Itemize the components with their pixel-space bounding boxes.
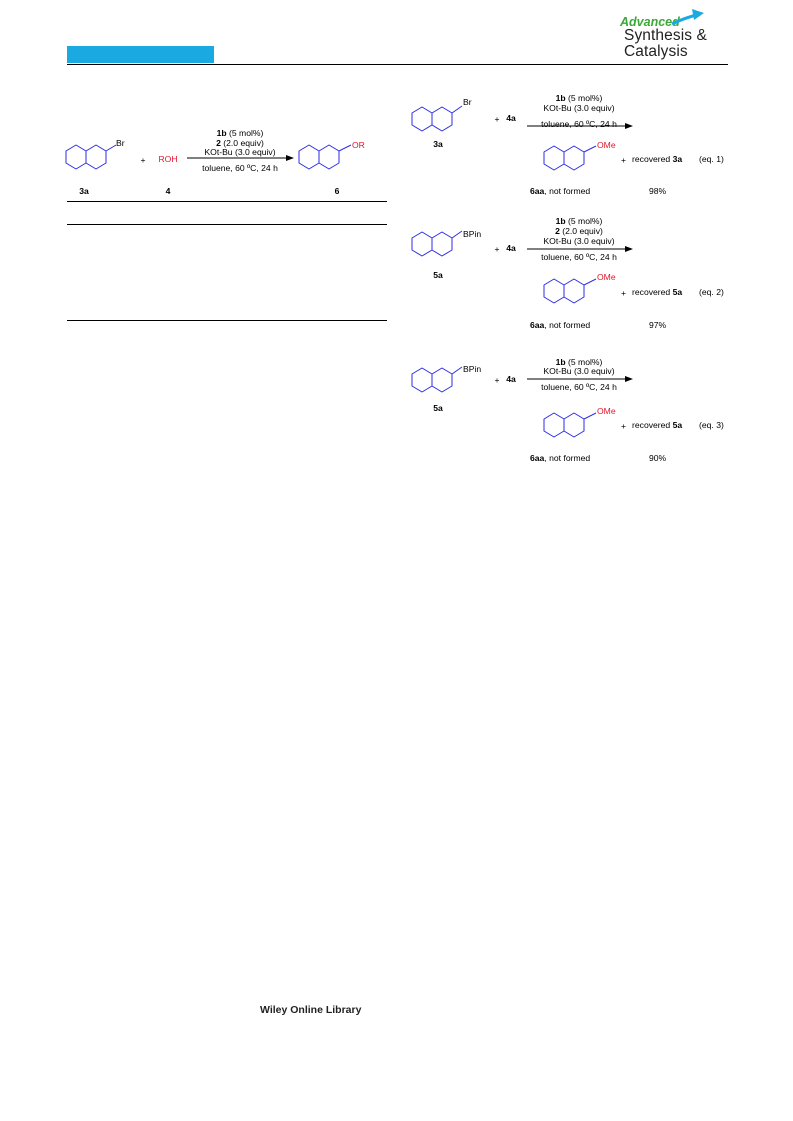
eq2-reagent-label: 4a: [506, 243, 516, 253]
eq2-conditions-line-2: 2 (2.0 equiv): [555, 226, 603, 236]
eq3-yield: 90%: [649, 453, 667, 463]
eq3-plus: +: [494, 375, 500, 385]
eq3-recovered: recovered 5a: [632, 420, 683, 430]
product-label: 6: [334, 186, 340, 196]
table-bottom-rule: [67, 320, 387, 321]
eq2-conditions-line-3: KOt-Bu (3.0 equiv): [543, 236, 615, 246]
substrate-label: 3a: [79, 186, 89, 196]
eq2-equation-number: (eq. 2): [699, 287, 724, 297]
eq3-product-label: 6aa, not formed: [530, 453, 591, 463]
eq1-conditions-line-3: toluene, 60 ºC, 24 h: [541, 119, 617, 129]
wiley-online-library-logo[interactable]: Wiley Online Library: [260, 1004, 362, 1016]
plus-sign: +: [140, 155, 146, 165]
eq3-plus-2: +: [621, 421, 627, 431]
eq2-yield: 97%: [649, 320, 667, 330]
eq3-conditions-line-2: KOt-Bu (3.0 equiv): [543, 366, 615, 376]
eq1-product-label: 6aa, not formed: [530, 186, 591, 196]
eq1-substrate-group: Br: [463, 97, 472, 107]
eq1-substrate-label: 3a: [433, 139, 443, 149]
eq2-recovered: recovered 5a: [632, 287, 683, 297]
journal-logo-catalysis: Catalysis: [624, 43, 688, 60]
eq1-plus-2: +: [621, 155, 627, 165]
eq1-plus: +: [494, 114, 500, 124]
eq1-conditions-line-2: KOt-Bu (3.0 equiv): [543, 103, 615, 113]
conditions-line-4: toluene, 60 ºC, 24 h: [202, 163, 278, 173]
eq2-conditions-line-1: 1b (5 mol%): [555, 216, 603, 226]
reaction-arrowhead: [286, 155, 294, 161]
eq2-substrate-label: 5a: [433, 270, 443, 280]
eq3-substrate-group: BPin: [463, 364, 482, 374]
conditions-line-3: KOt-Bu (3.0 equiv): [204, 147, 276, 157]
eq3-product-group: OMe: [597, 406, 616, 416]
reagent-roh: ROH: [158, 154, 178, 164]
journal-logo-synthesis: Synthesis &: [624, 27, 707, 44]
table-header-rule: [67, 224, 387, 225]
eq2-plus: +: [494, 244, 500, 254]
eq1-conditions-line-1: 1b (5 mol%): [555, 93, 603, 103]
eq2-product-group: OMe: [597, 272, 616, 282]
eq1-recovered: recovered 3a: [632, 154, 683, 164]
eq1-product-group: OMe: [597, 140, 616, 150]
naphthalene-6-structure: [299, 145, 351, 169]
conditions-line-1: 1b (5 mol%): [216, 128, 264, 138]
eq3-conditions-line-3: toluene, 60 ºC, 24 h: [541, 382, 617, 392]
eq3-conditions-line-1: 1b (5 mol%): [555, 357, 603, 367]
journal-logo-advanced: Advanced: [620, 15, 680, 29]
substrate-group: Br: [116, 138, 125, 148]
eq3-reagent-label: 4a: [506, 374, 516, 384]
product-group: OR: [352, 140, 365, 150]
eq2-conditions-line-4: toluene, 60 ºC, 24 h: [541, 252, 617, 262]
eq1-equation-number: (eq. 1): [699, 154, 724, 164]
conditions-line-2: 2 (2.0 equiv): [216, 138, 264, 148]
eq2-substrate-group: BPin: [463, 229, 482, 239]
eq2-product-label: 6aa, not formed: [530, 320, 591, 330]
eq1-yield: 98%: [649, 186, 667, 196]
eq3-substrate-label: 5a: [433, 403, 443, 413]
reagent-label: 4: [165, 186, 171, 196]
table-top-rule: [67, 201, 387, 202]
eq1-reagent-label: 4a: [506, 113, 516, 123]
naphthalene-3a-structure: [66, 145, 116, 169]
eq2-plus-2: +: [621, 288, 627, 298]
eq3-equation-number: (eq. 3): [699, 420, 724, 430]
